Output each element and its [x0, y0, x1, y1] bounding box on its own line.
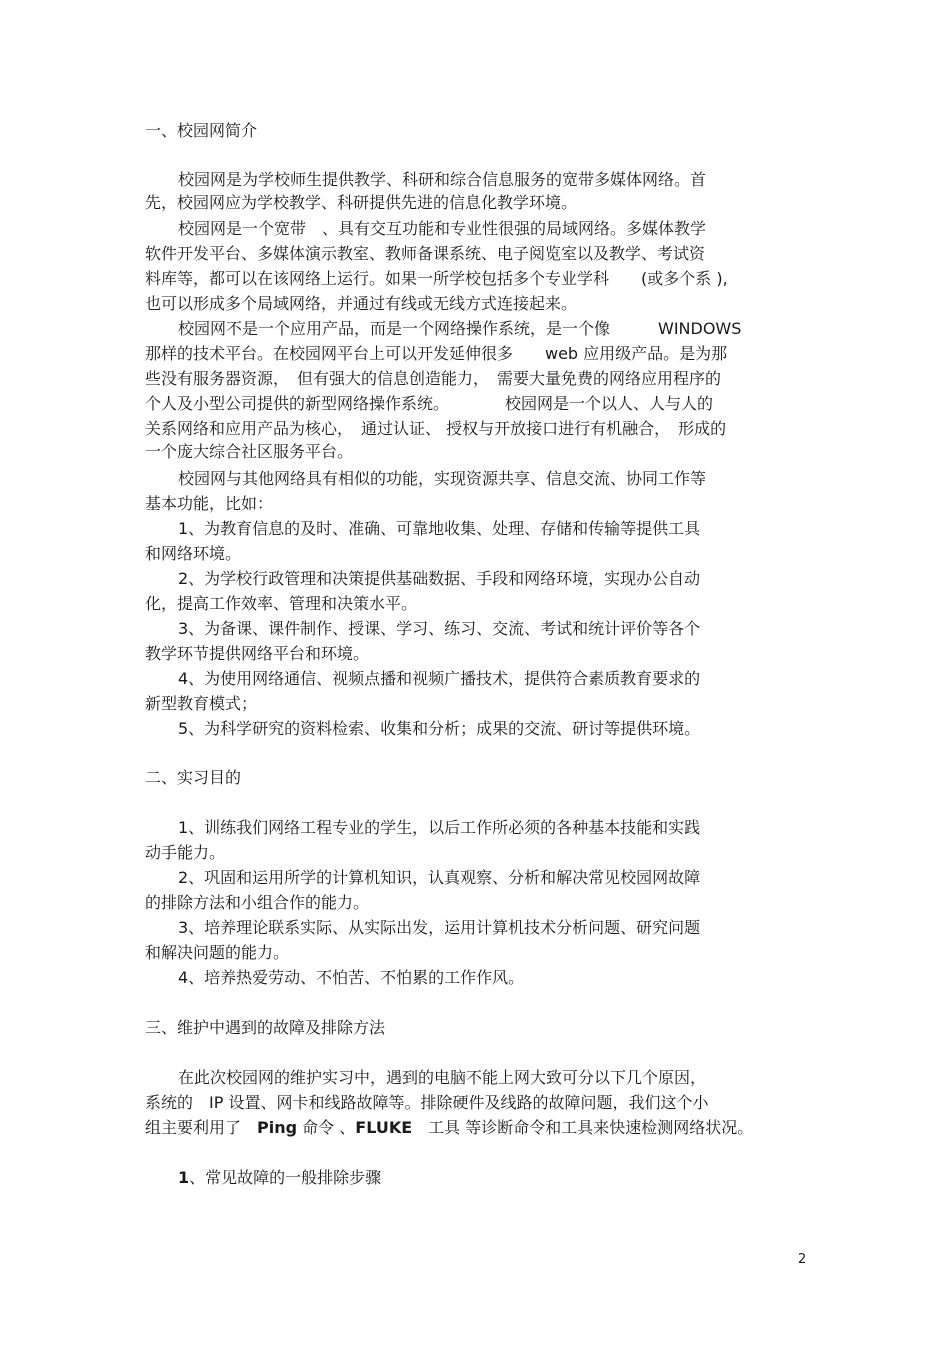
s2-item3-line1: 3、培养理论联系实际、从实际出发，运用计算机技术分析问题、研究问题: [178, 918, 701, 937]
s1-p3-line2: 那样的技术平台。在校园网平台上可以开发延伸很多 web 应用级产品。是为那: [145, 344, 728, 363]
section-2-title: 二、实习目的: [145, 768, 242, 787]
s1-p4-line1: 校园网与其他网络具有相似的功能，实现资源共享、信息交流、协同工作等: [178, 469, 707, 488]
s1-p3-line6: 一个庞大综合社区服务平台。: [145, 442, 354, 461]
s1-item4-line2: 新型教育模式；: [145, 694, 258, 713]
s1-item1-line2: 和网络环境。: [145, 544, 242, 563]
s3-p1-line3-a: 组主要利用了: [145, 1118, 258, 1137]
s1-item2-line1: 2、为学校行政管理和决策提供基础数据、手段和网络环境，实现办公自动: [178, 569, 701, 588]
s1-p2-line2: 软件开发平台、多媒体演示教室、教师备课系统、电子阅览室以及教学、考试资: [145, 244, 706, 263]
s3-p1-line1: 在此次校园网的维护实习中，遇到的电脑不能上网大致可分以下几个原因，: [178, 1068, 707, 1087]
section-3-title: 三、维护中遇到的故障及排除方法: [145, 1018, 386, 1037]
s3-subheading: [178, 1167, 381, 1189]
s1-item3-line2: 教学环节提供网络平台和环境。: [145, 644, 370, 663]
s2-item4-line1: 4、培养热爱劳动、不怕苦、不怕累的工作作风。: [178, 968, 525, 987]
s1-p3-line5: 关系网络和应用产品为核心， 通过认证、 授权与开放接口进行有机融合， 形成的: [145, 419, 727, 438]
fluke-tool-term: FLUKE: [355, 1118, 413, 1137]
s3-subheading-text: 、常见故障的一般排除步骤: [189, 1168, 382, 1187]
s1-p4-line2: 基本功能，比如：: [145, 494, 274, 513]
s2-item1-line2: 动手能力。: [145, 843, 226, 862]
s2-item2-line2: 的排除方法和小组合作的能力。: [145, 893, 370, 912]
s1-p1-line2: 先，校园网应为学校教学、科研提供先进的信息化教学环境。: [145, 193, 578, 212]
s1-p2-line1: 校园网是一个宽带 、具有交互功能和专业性很强的局域网络。多媒体教学: [178, 219, 707, 238]
s1-p2-line4: 也可以形成多个局域网络，并通过有线或无线方式连接起来。: [145, 294, 578, 313]
s1-p3-line1: 校园网不是一个应用产品，而是一个网络操作系统，是一个像 WINDOWS: [178, 319, 742, 338]
s1-item2-line2: 化，提高工作效率、管理和决策水平。: [145, 594, 418, 613]
s3-p1-line3-c: 命令 、: [297, 1118, 356, 1137]
s3-p1-line2: 系统的 IP 设置、网卡和线路故障等。排除硬件及线路的故障问题，我们这个小: [145, 1093, 709, 1112]
s3-p1-line3: [145, 1117, 753, 1139]
s1-p2-line3: 料库等，都可以在该网络上运行。如果一所学校包括多个专业学科 (或多个系 ),: [145, 269, 728, 288]
section-1-title: 一、校园网简介: [145, 121, 258, 140]
s2-item2-line1: 2、巩固和运用所学的计算机知识，认真观察、分析和解决常见校园网故障: [178, 868, 701, 887]
s3-subheading-number: 1: [178, 1168, 190, 1187]
page-number: 2: [798, 1252, 807, 1267]
s1-item1-line1: 1、为教育信息的及时、准确、可靠地收集、处理、存储和传输等提供工具: [178, 519, 701, 538]
ping-command-term: Ping: [257, 1118, 298, 1137]
s3-p1-line3-d: 工具 等诊断命令和工具来快速检测网络状况。: [412, 1118, 754, 1137]
s1-p3-line3: 些没有服务器资源， 但有强大的信息创造能力， 需要大量免费的网络应用程序的: [145, 369, 722, 388]
s1-p3-line4: 个人及小型公司提供的新型网络操作系统。 校园网是一个以人、人与人的: [145, 394, 714, 413]
s1-item4-line1: 4、为使用网络通信、视频点播和视频广播技术，提供符合素质教育要求的: [178, 669, 701, 688]
s1-item5-line1: 5、为科学研究的资料检索、收集和分析；成果的交流、研讨等提供环境。: [178, 719, 701, 738]
s1-item3-line1: 3、为备课、课件制作、授课、学习、练习、交流、考试和统计评价等各个: [178, 619, 701, 638]
s2-item1-line1: 1、训练我们网络工程专业的学生，以后工作所必须的各种基本技能和实践: [178, 818, 701, 837]
s1-p1-line1: 校园网是为学校师生提供教学、科研和综合信息服务的宽带多媒体网络。首: [178, 170, 707, 189]
s2-item3-line2: 和解决问题的能力。: [145, 943, 290, 962]
